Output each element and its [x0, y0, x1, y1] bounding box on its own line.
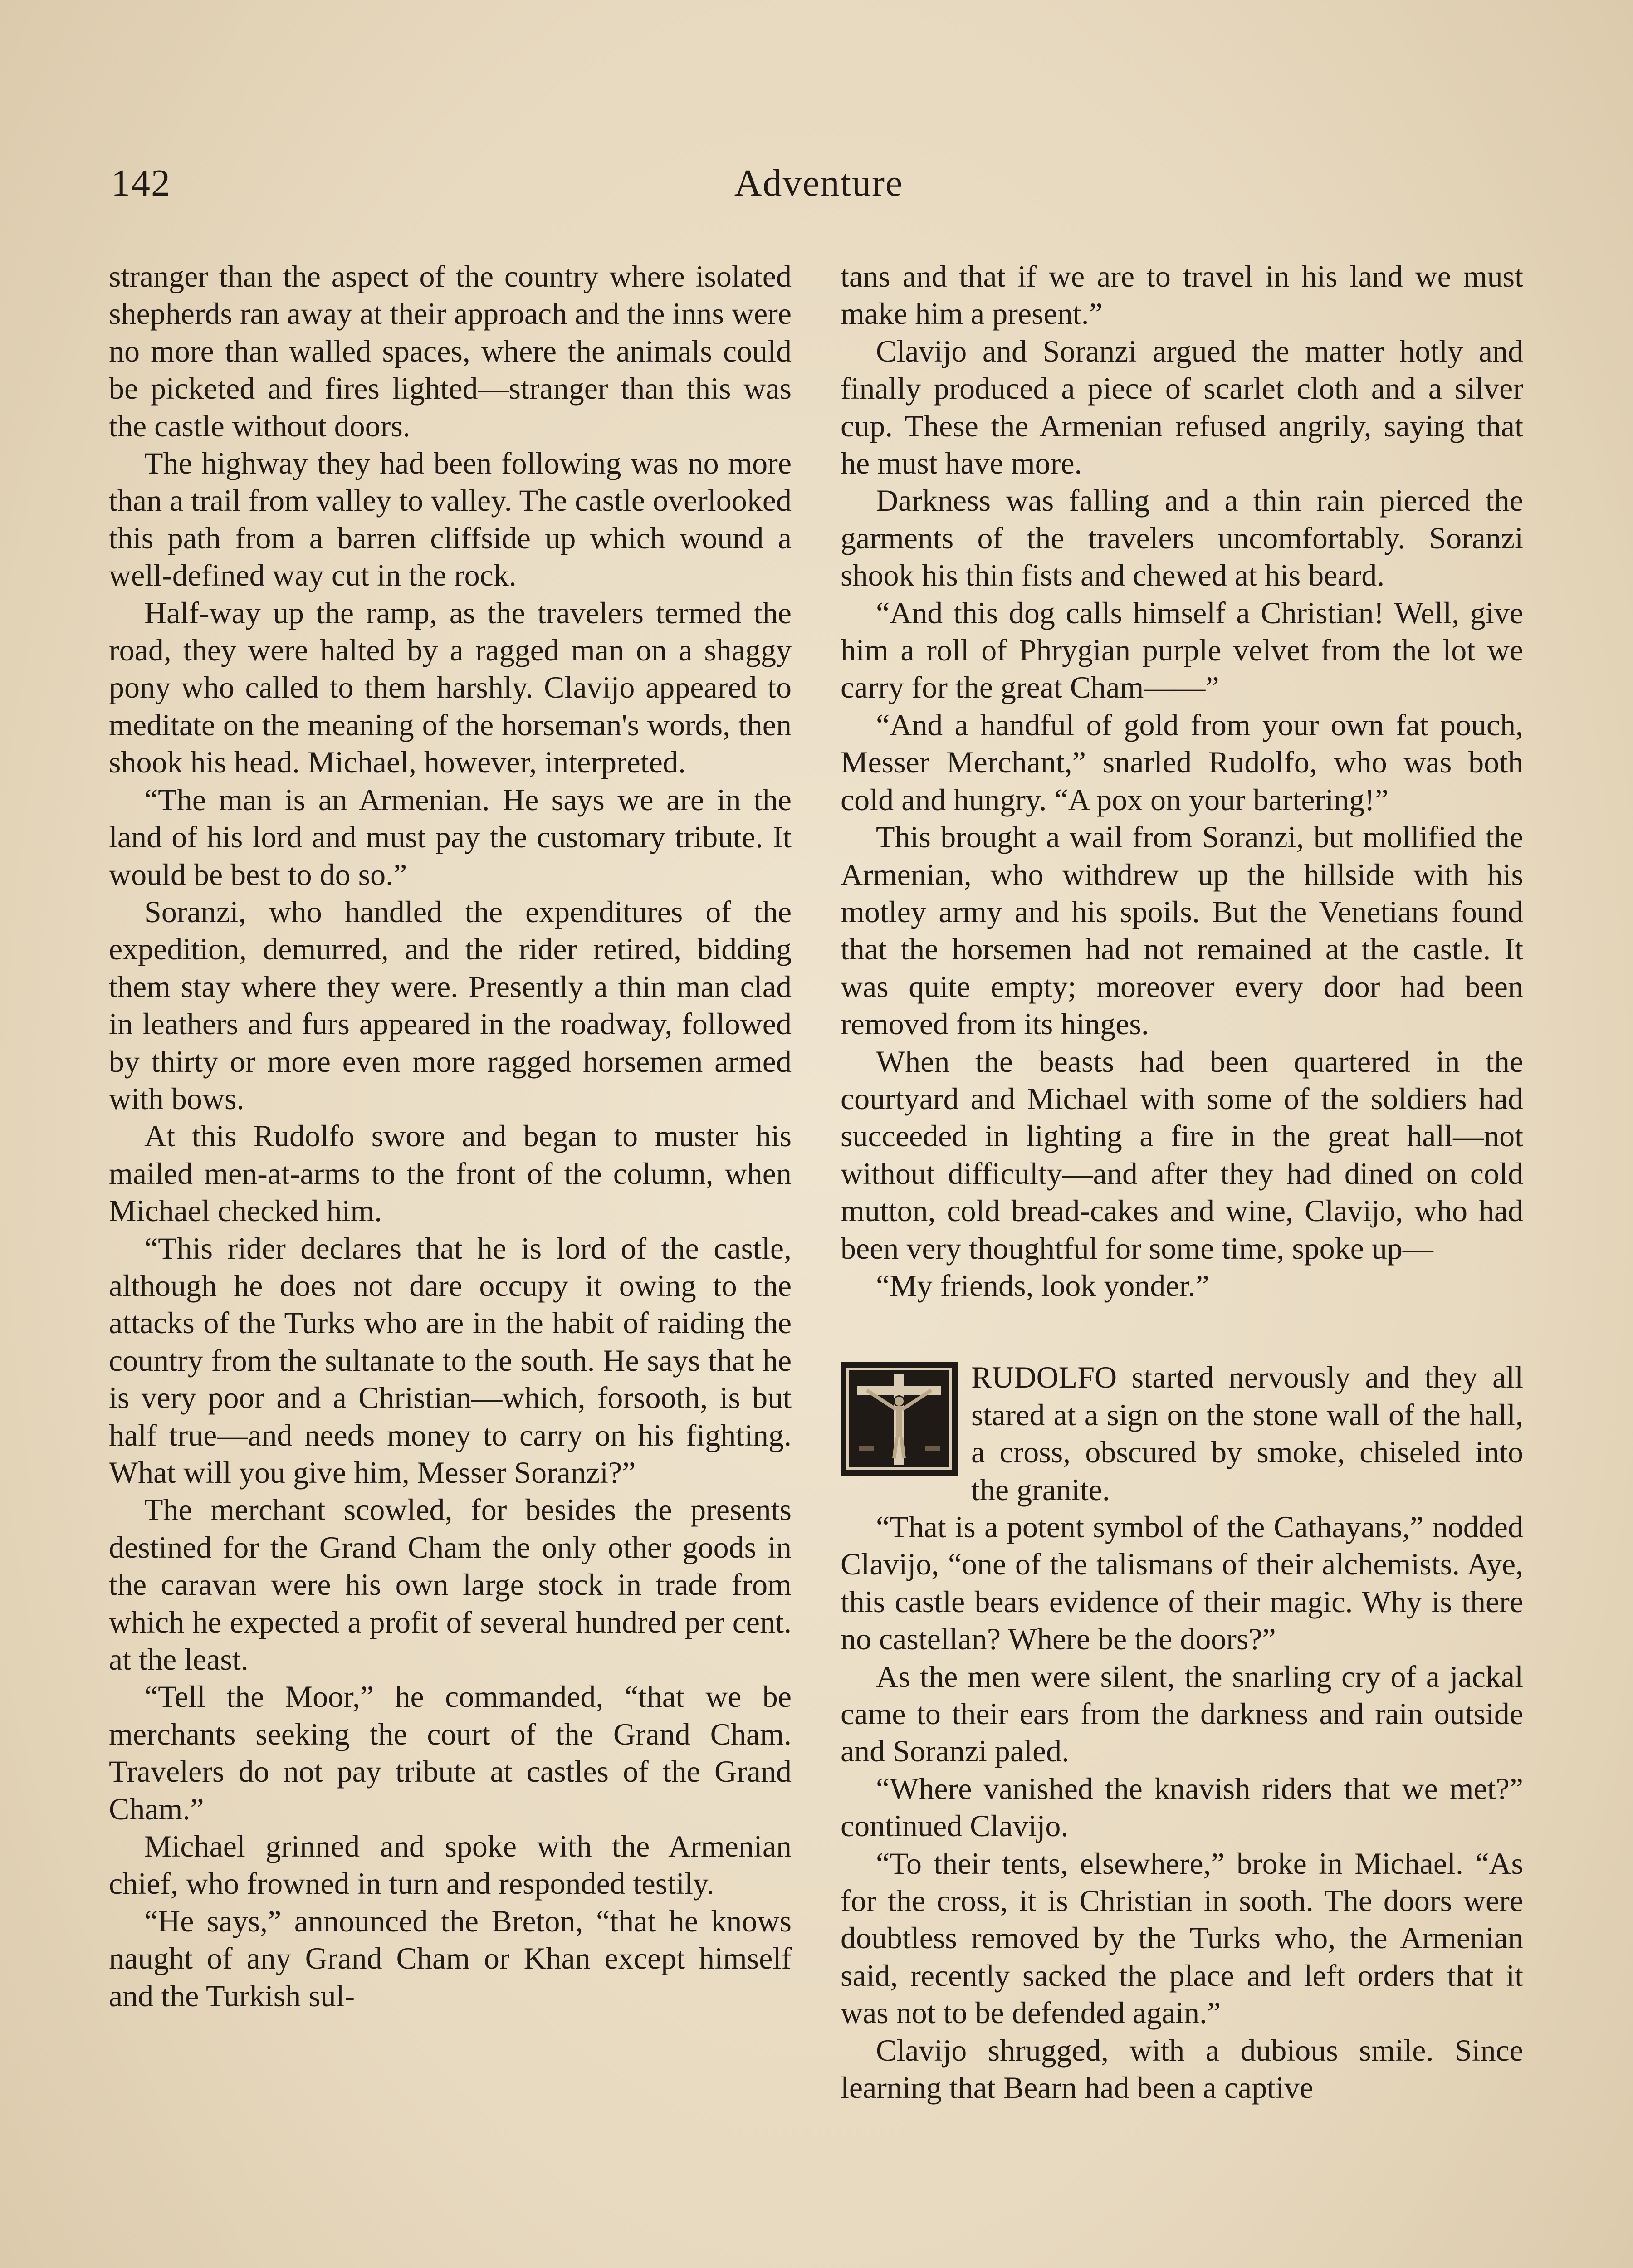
right-column [841, 258, 1523, 2107]
paragraph: Clavijo and Soranzi argued the matter hotly and finally produced a piece of scarlet cloth and a silver cup. These the Armenian refused angrily, saying that he must have more. [841, 333, 1523, 481]
paragraph: “To their tents, elsewhere,” broke in Michael. “As for the cross, it is Christian in sooth. The doors were doubtless removed by the Turks who, the Armenian said, recently sacked the place and left orders that it was not to be defended again.” [841, 1846, 1523, 2030]
crucifix-illustration [841, 1362, 958, 1476]
section-start [841, 1359, 1523, 1508]
paragraph: tans and that if we are to travel in his land we must make him a present.” [841, 259, 1523, 331]
running-title: Adventure [734, 162, 904, 204]
section-lead-paragraph: RUDOLFO started nervously and they all stared at a sign on the stone wall of the hall, a cross, obscured by smoke, chiseled into the granite. [971, 1360, 1523, 1507]
crucifix-drop-cap-icon [841, 1362, 958, 1476]
paragraph: “He says,” announced the Breton, “that he knows naught of any Grand Cham or Khan except himself and the Turkish sul- [109, 1903, 792, 2013]
page-header [111, 161, 1526, 211]
paragraph: Michael grinned and spoke with the Armenian chief, who frowned in turn and responded testily. [109, 1829, 792, 1901]
paragraph: As the men were silent, the snarling cry of a jackal came to their ears from the darkness and rain outside and Soranzi paled. [841, 1659, 1523, 1769]
left-column [109, 258, 792, 2014]
page-number: 142 [111, 162, 171, 204]
paragraph: “Tell the Moor,” he commanded, “that we be merchants seeking the court of the Grand Cham. Travelers do not pay tribute at castles of the Grand Cham.” [109, 1679, 792, 1826]
paragraph: The highway they had been following was no more than a trail from valley to valley. The castle overlooked this path from a barren cliffside up which wound a well-defined way cut in the rock. [109, 446, 792, 593]
paragraph: Clavijo shrugged, with a dubious smile. Since learning that Bearn had been a captive [841, 2033, 1523, 2105]
paragraph: When the beasts had been quartered in the courtyard and Michael with some of the soldiers had succeeded in lighting a fire in the great hall—not without difficulty—and after they had dined on cold mutton, cold bread-cakes and wine, Clavijo, who had been very thoughtful for some time, spoke up— [841, 1044, 1523, 1266]
paragraph: “And a handful of gold from your own fat pouch, Messer Merchant,” snarled Rudolfo, who was both cold and hungry. “A pox on your bartering!” [841, 707, 1523, 817]
paragraph: “That is a potent symbol of the Cathayans,” nodded Clavijo, “one of the talismans of their alchemists. Aye, this castle bears evidence of their magic. Why is there no castellan? Where be the doors?” [841, 1510, 1523, 1657]
paragraph: “And this dog calls himself a Christian! Well, give him a roll of Phrygian purple velvet from the lot we carry for the great Cham——” [841, 595, 1523, 705]
paragraph: Darkness was falling and a thin rain pierced the garments of the travelers uncomfortably. Soranzi shook his thin fists and chewed at his beard. [841, 483, 1523, 593]
paragraph: Half-way up the ramp, as the travelers termed the road, they were halted by a ragged man on a shaggy pony who called to them harshly. Clavijo appeared to meditate on the meaning of the horseman's words, then shook his head. Michael, however, interpreted. [109, 595, 792, 780]
paragraph: Soranzi, who handled the expenditures of the expedition, demurred, and the rider retired, bidding them stay where they were. Presently a thin man clad in leathers and furs appeared in the roadway, followed by thirty or more even more ragged horsemen armed with bows. [109, 894, 792, 1116]
paragraph: “This rider declares that he is lord of the castle, although he does not dare occupy it owing to the attacks of the Turks who are in the habit of raiding the country from the sultanate to the south. He says that he is very poor and a Christian—which, forsooth, is but half true—and needs money to carry on his fighting. What will you give him, Messer Soranzi?” [109, 1231, 792, 1490]
paragraph: At this Rudolfo swore and began to muster his mailed men-at-arms to the front of the column, when Michael checked him. [109, 1119, 792, 1228]
paragraph: The merchant scowled, for besides the presents destined for the Grand Cham the only other goods in the caravan were his own large stock in trade from which he expected a profit of several hundred per cent. at the least. [109, 1492, 792, 1677]
paragraph: This brought a wail from Soranzi, but mollified the Armenian, who withdrew up the hillside with his motley army and his spoils. But the Venetians found that the horsemen had not remained at the castle. It was quite empty; moreover every door had been removed from its hinges. [841, 820, 1523, 1041]
paragraph: “The man is an Armenian. He says we are in the land of his lord and must pay the customary tribute. It would be best to do so.” [109, 782, 792, 892]
paragraph: “Where vanished the knavish riders that we met?” continued Clavijo. [841, 1771, 1523, 1843]
paragraph: stranger than the aspect of the country where isolated shepherds ran away at their approach and the inns were no more than walled spaces, where the animals could be picketed and fires lighted—stranger than this was the castle without doors. [109, 259, 792, 443]
paragraph: “My friends, look yonder.” [876, 1268, 1209, 1303]
